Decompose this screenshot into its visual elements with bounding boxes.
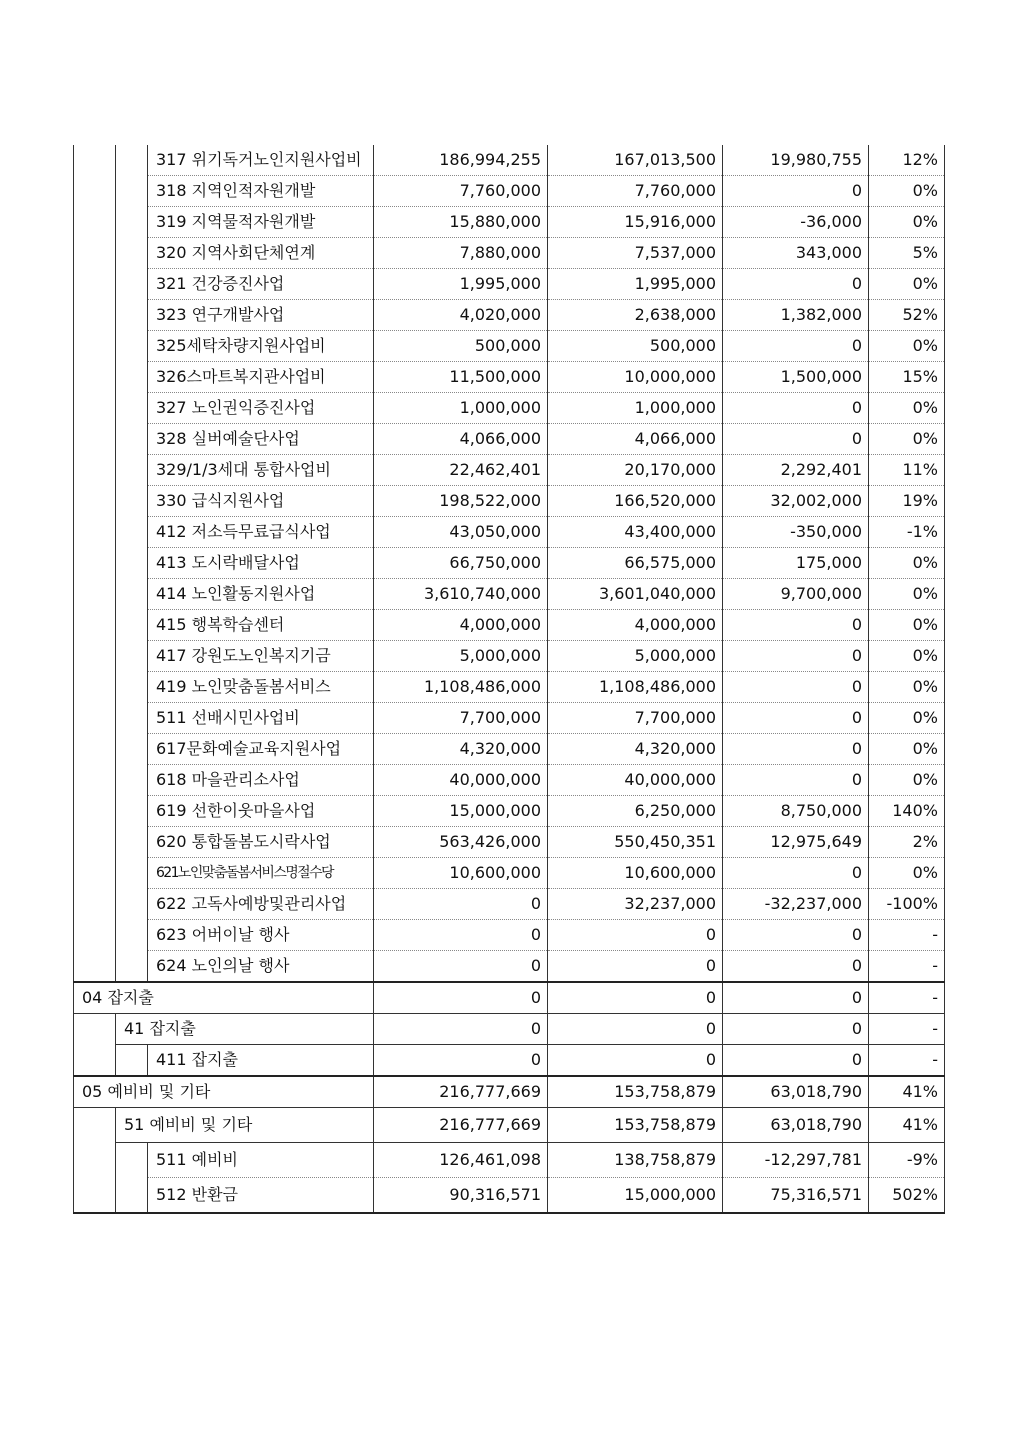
rate-cell: 140% [869, 796, 945, 827]
table-row [74, 486, 945, 517]
difference-cell: 2,292,401 [723, 455, 869, 486]
budget-amount-cell: 186,994,255 [374, 145, 548, 176]
difference-cell: 0 [723, 641, 869, 672]
indent-cell [74, 1014, 116, 1045]
table-row [74, 424, 945, 455]
indent-cell [116, 176, 148, 207]
table-row [74, 455, 945, 486]
rate-cell: 0% [869, 734, 945, 765]
table-row [74, 1045, 945, 1077]
indent-cell [116, 517, 148, 548]
indent-cell [116, 424, 148, 455]
previous-amount-cell: 1,108,486,000 [548, 672, 723, 703]
indent-cell [74, 1143, 116, 1178]
indent-cell [116, 889, 148, 920]
account-name-cell: 617문화예술교육지원사업 [148, 734, 374, 765]
indent-cell [116, 238, 148, 269]
indent-cell [74, 920, 116, 951]
indent-cell [74, 455, 116, 486]
difference-cell: 175,000 [723, 548, 869, 579]
indent-cell [74, 145, 116, 176]
budget-amount-cell: 4,320,000 [374, 734, 548, 765]
account-name-cell: 419 노인맞춤돌봄서비스 [148, 672, 374, 703]
previous-amount-cell: 0 [548, 951, 723, 983]
rate-cell: 0% [869, 331, 945, 362]
indent-cell [116, 1045, 148, 1077]
rate-cell: 0% [869, 672, 945, 703]
rate-cell: 0% [869, 858, 945, 889]
budget-amount-cell: 11,500,000 [374, 362, 548, 393]
account-name-cell: 319 지역물적자원개발 [148, 207, 374, 238]
table-row [74, 300, 945, 331]
previous-amount-cell: 4,066,000 [548, 424, 723, 455]
difference-cell: -12,297,781 [723, 1143, 869, 1178]
rate-cell: 12% [869, 145, 945, 176]
previous-amount-cell: 5,000,000 [548, 641, 723, 672]
indent-cell [116, 641, 148, 672]
indent-cell [116, 145, 148, 176]
previous-amount-cell: 3,601,040,000 [548, 579, 723, 610]
previous-amount-cell: 153,758,879 [548, 1108, 723, 1143]
budget-amount-cell: 4,066,000 [374, 424, 548, 455]
budget-amount-cell: 1,108,486,000 [374, 672, 548, 703]
previous-amount-cell: 7,700,000 [548, 703, 723, 734]
table-row [74, 889, 945, 920]
budget-amount-cell: 10,600,000 [374, 858, 548, 889]
budget-amount-cell: 1,000,000 [374, 393, 548, 424]
difference-cell: 0 [723, 176, 869, 207]
indent-cell [74, 548, 116, 579]
budget-amount-cell: 1,995,000 [374, 269, 548, 300]
budget-amount-cell: 0 [374, 920, 548, 951]
previous-amount-cell: 10,000,000 [548, 362, 723, 393]
account-name-cell: 326스마트복지관사업비 [148, 362, 374, 393]
rate-cell: 0% [869, 207, 945, 238]
budget-amount-cell: 7,880,000 [374, 238, 548, 269]
budget-amount-cell: 90,316,571 [374, 1178, 548, 1214]
rate-cell: 2% [869, 827, 945, 858]
previous-amount-cell: 1,995,000 [548, 269, 723, 300]
budget-amount-cell: 43,050,000 [374, 517, 548, 548]
indent-cell [74, 331, 116, 362]
difference-cell: -350,000 [723, 517, 869, 548]
account-name-cell: 511 예비비 [148, 1143, 374, 1178]
rate-cell: 502% [869, 1178, 945, 1214]
previous-amount-cell: 43,400,000 [548, 517, 723, 548]
budget-amount-cell: 40,000,000 [374, 765, 548, 796]
account-name-cell: 05 예비비 및 기타 [74, 1076, 374, 1108]
rate-cell: -9% [869, 1143, 945, 1178]
previous-amount-cell: 7,537,000 [548, 238, 723, 269]
table-row [74, 269, 945, 300]
indent-cell [74, 858, 116, 889]
account-name-cell: 04 잡지출 [74, 982, 374, 1014]
table-row [74, 145, 945, 176]
indent-cell [74, 424, 116, 455]
previous-amount-cell: 20,170,000 [548, 455, 723, 486]
difference-cell: 75,316,571 [723, 1178, 869, 1214]
table-row [74, 1108, 945, 1143]
difference-cell: 343,000 [723, 238, 869, 269]
table-row [74, 579, 945, 610]
difference-cell: 0 [723, 765, 869, 796]
difference-cell: 12,975,649 [723, 827, 869, 858]
difference-cell: 19,980,755 [723, 145, 869, 176]
difference-cell: -36,000 [723, 207, 869, 238]
rate-cell: 41% [869, 1076, 945, 1108]
indent-cell [116, 858, 148, 889]
rate-cell: 11% [869, 455, 945, 486]
table-row [74, 703, 945, 734]
rate-cell: 5% [869, 238, 945, 269]
account-name-cell: 325세탁차량지원사업비 [148, 331, 374, 362]
indent-cell [116, 1143, 148, 1178]
budget-amount-cell: 216,777,669 [374, 1108, 548, 1143]
indent-cell [116, 548, 148, 579]
previous-amount-cell: 6,250,000 [548, 796, 723, 827]
difference-cell: 0 [723, 1014, 869, 1045]
difference-cell: 0 [723, 424, 869, 455]
rate-cell: 0% [869, 765, 945, 796]
previous-amount-cell: 0 [548, 982, 723, 1014]
indent-cell [116, 207, 148, 238]
difference-cell: 0 [723, 982, 869, 1014]
previous-amount-cell: 166,520,000 [548, 486, 723, 517]
difference-cell: 0 [723, 331, 869, 362]
budget-amount-cell: 15,000,000 [374, 796, 548, 827]
table-row [74, 982, 945, 1014]
table-row [74, 672, 945, 703]
indent-cell [116, 455, 148, 486]
indent-cell [74, 951, 116, 983]
rate-cell: 0% [869, 610, 945, 641]
difference-cell: 9,700,000 [723, 579, 869, 610]
table-row [74, 1014, 945, 1045]
account-name-cell: 413 도시락배달사업 [148, 548, 374, 579]
difference-cell: 0 [723, 393, 869, 424]
difference-cell: 0 [723, 951, 869, 983]
indent-cell [74, 486, 116, 517]
difference-cell: 63,018,790 [723, 1076, 869, 1108]
previous-amount-cell: 500,000 [548, 331, 723, 362]
account-name-cell: 624 노인의날 행사 [148, 951, 374, 983]
budget-amount-cell: 216,777,669 [374, 1076, 548, 1108]
difference-cell: 0 [723, 269, 869, 300]
account-name-cell: 330 급식지원사업 [148, 486, 374, 517]
budget-amount-cell: 0 [374, 1014, 548, 1045]
rate-cell: 0% [869, 641, 945, 672]
indent-cell [74, 1045, 116, 1077]
indent-cell [116, 672, 148, 703]
rate-cell: -100% [869, 889, 945, 920]
indent-cell [116, 827, 148, 858]
table-row [74, 827, 945, 858]
rate-cell: 0% [869, 548, 945, 579]
indent-cell [116, 269, 148, 300]
indent-cell [74, 579, 116, 610]
previous-amount-cell: 0 [548, 1014, 723, 1045]
account-name-cell: 321 건강증진사업 [148, 269, 374, 300]
indent-cell [116, 362, 148, 393]
previous-amount-cell: 4,000,000 [548, 610, 723, 641]
budget-amount-cell: 7,700,000 [374, 703, 548, 734]
indent-cell [116, 331, 148, 362]
previous-amount-cell: 15,916,000 [548, 207, 723, 238]
budget-amount-cell: 5,000,000 [374, 641, 548, 672]
account-name-cell: 320 지역사회단체연계 [148, 238, 374, 269]
rate-cell: 0% [869, 176, 945, 207]
table-row [74, 734, 945, 765]
rate-cell: - [869, 982, 945, 1014]
account-name-cell: 414 노인활동지원사업 [148, 579, 374, 610]
account-name-cell: 41 잡지출 [116, 1014, 374, 1045]
table-row [74, 207, 945, 238]
account-name-cell: 329/1/3세대 통합사업비 [148, 455, 374, 486]
indent-cell [74, 300, 116, 331]
difference-cell: 1,500,000 [723, 362, 869, 393]
previous-amount-cell: 40,000,000 [548, 765, 723, 796]
table-row [74, 238, 945, 269]
account-name-cell: 621노인맞춤돌봄서비스명절수당 [148, 858, 374, 889]
indent-cell [116, 486, 148, 517]
table-row [74, 176, 945, 207]
account-name-cell: 620 통합돌봄도시락사업 [148, 827, 374, 858]
table-row [74, 1178, 945, 1214]
previous-amount-cell: 32,237,000 [548, 889, 723, 920]
rate-cell: 52% [869, 300, 945, 331]
indent-cell [116, 951, 148, 983]
account-name-cell: 318 지역인적자원개발 [148, 176, 374, 207]
table-row [74, 393, 945, 424]
previous-amount-cell: 0 [548, 920, 723, 951]
table-row [74, 548, 945, 579]
indent-cell [116, 920, 148, 951]
account-name-cell: 417 강원도노인복지기금 [148, 641, 374, 672]
indent-cell [74, 1178, 116, 1214]
previous-amount-cell: 2,638,000 [548, 300, 723, 331]
account-name-cell: 411 잡지출 [148, 1045, 374, 1077]
budget-amount-cell: 66,750,000 [374, 548, 548, 579]
budget-amount-cell: 500,000 [374, 331, 548, 362]
indent-cell [116, 579, 148, 610]
indent-cell [74, 517, 116, 548]
difference-cell: 0 [723, 672, 869, 703]
indent-cell [74, 734, 116, 765]
indent-cell [116, 765, 148, 796]
account-name-cell: 328 실버예술단사업 [148, 424, 374, 455]
rate-cell: - [869, 920, 945, 951]
difference-cell: 32,002,000 [723, 486, 869, 517]
rate-cell: - [869, 1045, 945, 1077]
indent-cell [74, 641, 116, 672]
indent-cell [74, 610, 116, 641]
rate-cell: 0% [869, 424, 945, 455]
table-row [74, 951, 945, 983]
budget-amount-cell: 126,461,098 [374, 1143, 548, 1178]
table-row [74, 362, 945, 393]
table-row [74, 796, 945, 827]
table-row [74, 1143, 945, 1178]
rate-cell: - [869, 1014, 945, 1045]
budget-table [73, 145, 945, 1214]
indent-cell [74, 889, 116, 920]
budget-amount-cell: 0 [374, 889, 548, 920]
account-name-cell: 51 예비비 및 기타 [116, 1108, 374, 1143]
previous-amount-cell: 10,600,000 [548, 858, 723, 889]
rate-cell: - [869, 951, 945, 983]
difference-cell: -32,237,000 [723, 889, 869, 920]
indent-cell [116, 703, 148, 734]
indent-cell [74, 827, 116, 858]
indent-cell [116, 734, 148, 765]
previous-amount-cell: 1,000,000 [548, 393, 723, 424]
previous-amount-cell: 0 [548, 1045, 723, 1077]
rate-cell: 15% [869, 362, 945, 393]
indent-cell [74, 1108, 116, 1143]
indent-cell [74, 703, 116, 734]
account-name-cell: 512 반환금 [148, 1178, 374, 1214]
budget-amount-cell: 563,426,000 [374, 827, 548, 858]
indent-cell [116, 1178, 148, 1214]
difference-cell: 0 [723, 1045, 869, 1077]
table-row [74, 610, 945, 641]
budget-amount-cell: 0 [374, 982, 548, 1014]
previous-amount-cell: 138,758,879 [548, 1143, 723, 1178]
budget-amount-cell: 7,760,000 [374, 176, 548, 207]
table-row [74, 858, 945, 889]
indent-cell [116, 610, 148, 641]
rate-cell: 0% [869, 393, 945, 424]
difference-cell: 0 [723, 858, 869, 889]
indent-cell [74, 796, 116, 827]
rate-cell: 0% [869, 579, 945, 610]
indent-cell [74, 207, 116, 238]
account-name-cell: 623 어버이날 행사 [148, 920, 374, 951]
budget-amount-cell: 0 [374, 951, 548, 983]
account-name-cell: 511 선배시민사업비 [148, 703, 374, 734]
indent-cell [116, 393, 148, 424]
previous-amount-cell: 7,760,000 [548, 176, 723, 207]
previous-amount-cell: 167,013,500 [548, 145, 723, 176]
difference-cell: 0 [723, 610, 869, 641]
table-row [74, 765, 945, 796]
indent-cell [74, 672, 116, 703]
account-name-cell: 412 저소득무료급식사업 [148, 517, 374, 548]
difference-cell: 0 [723, 703, 869, 734]
indent-cell [74, 393, 116, 424]
difference-cell: 8,750,000 [723, 796, 869, 827]
previous-amount-cell: 4,320,000 [548, 734, 723, 765]
budget-amount-cell: 4,000,000 [374, 610, 548, 641]
account-name-cell: 327 노인권익증진사업 [148, 393, 374, 424]
indent-cell [74, 765, 116, 796]
indent-cell [74, 269, 116, 300]
budget-amount-cell: 15,880,000 [374, 207, 548, 238]
rate-cell: 41% [869, 1108, 945, 1143]
account-name-cell: 619 선한이웃마을사업 [148, 796, 374, 827]
rate-cell: 19% [869, 486, 945, 517]
difference-cell: 1,382,000 [723, 300, 869, 331]
table-row [74, 641, 945, 672]
budget-amount-cell: 4,020,000 [374, 300, 548, 331]
indent-cell [74, 362, 116, 393]
account-name-cell: 622 고독사예방및관리사업 [148, 889, 374, 920]
budget-amount-cell: 0 [374, 1045, 548, 1077]
previous-amount-cell: 550,450,351 [548, 827, 723, 858]
rate-cell: -1% [869, 517, 945, 548]
difference-cell: 63,018,790 [723, 1108, 869, 1143]
difference-cell: 0 [723, 920, 869, 951]
indent-cell [74, 238, 116, 269]
previous-amount-cell: 15,000,000 [548, 1178, 723, 1214]
previous-amount-cell: 153,758,879 [548, 1076, 723, 1108]
table-row [74, 1076, 945, 1108]
account-name-cell: 415 행복학습센터 [148, 610, 374, 641]
budget-amount-cell: 22,462,401 [374, 455, 548, 486]
account-name-cell: 618 마을관리소사업 [148, 765, 374, 796]
budget-amount-cell: 198,522,000 [374, 486, 548, 517]
table-row [74, 331, 945, 362]
budget-amount-cell: 3,610,740,000 [374, 579, 548, 610]
rate-cell: 0% [869, 269, 945, 300]
indent-cell [116, 796, 148, 827]
previous-amount-cell: 66,575,000 [548, 548, 723, 579]
table-row [74, 517, 945, 548]
difference-cell: 0 [723, 734, 869, 765]
account-name-cell: 317 위기독거노인지원사업비 [148, 145, 374, 176]
indent-cell [116, 300, 148, 331]
account-name-cell: 323 연구개발사업 [148, 300, 374, 331]
indent-cell [74, 176, 116, 207]
table-row [74, 920, 945, 951]
rate-cell: 0% [869, 703, 945, 734]
